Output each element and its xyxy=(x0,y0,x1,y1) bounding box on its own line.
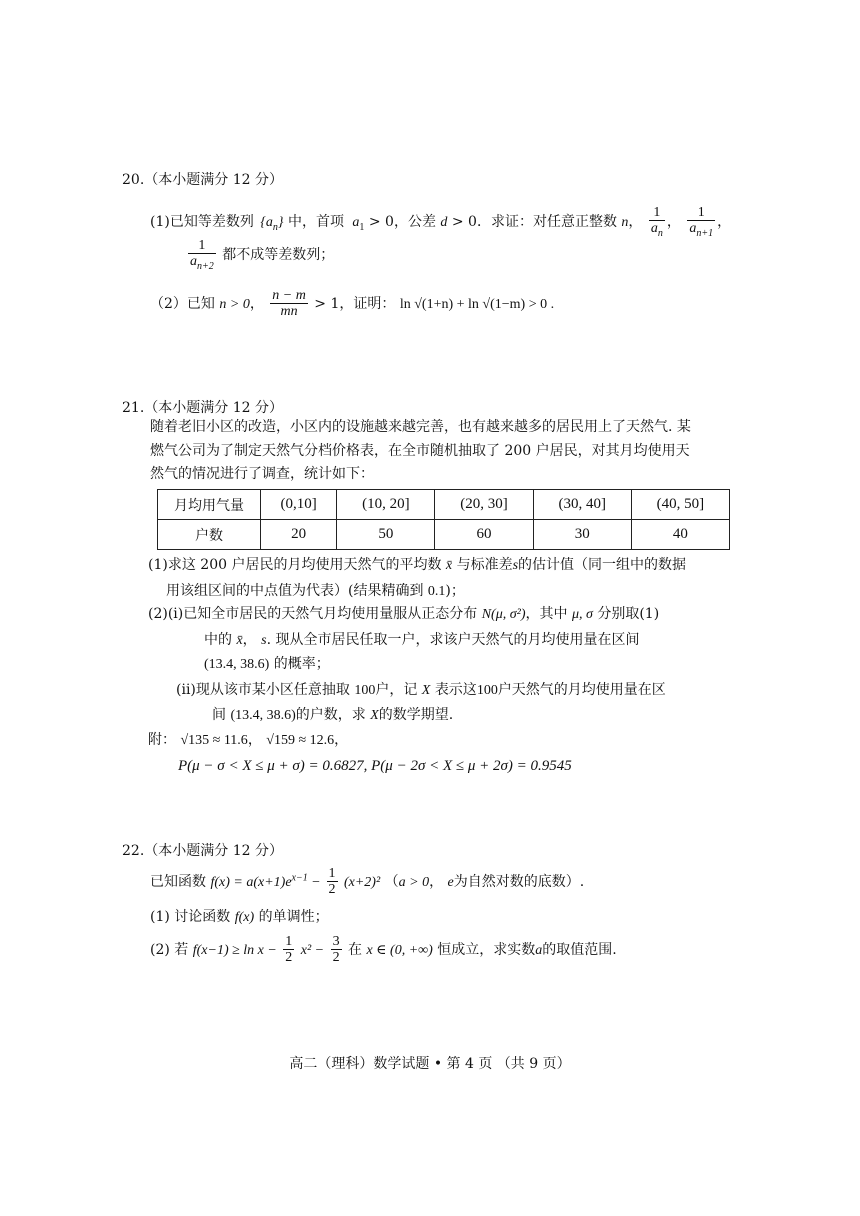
q20-part1-line2: $\frac{1}{a_{n+2}}$ 都不成等差数列； xyxy=(190,238,335,273)
q21-intro-1: 随着老旧小区的改造，小区内的设施越来越完善，也有越来越多的居民用上了天然气. 某 xyxy=(150,419,691,435)
q21-part2i-line1: (2)(ⅰ)已知全市居民的天然气月均使用量服从正态分布 N(μ, σ²)，其中 μ, σ 分别取(1) xyxy=(148,606,660,622)
interval-cell: (20, 30] xyxy=(435,490,533,520)
row-label: 户数 xyxy=(158,520,261,550)
table-row xyxy=(158,490,730,520)
q21-header: 21.（本小题满分 12 分） xyxy=(122,400,283,416)
frac-one-half: $\frac{1}{2}$ xyxy=(285,934,293,966)
table-row xyxy=(158,520,730,550)
q22-header: 22.（本小题满分 12 分） xyxy=(122,843,283,859)
frac-1-over-an2: $\frac{1}{a_{n+2}}$ xyxy=(190,238,214,273)
gas-usage-table xyxy=(157,489,730,550)
q22-definition: 已知函数 $f(x) = a(x+1)e^{x-1}$ − $\frac{1}{2}$ (x+2)² （a > 0， e为自然对数的底数）. xyxy=(150,866,585,898)
count-cell: 60 xyxy=(435,520,533,550)
row-label: 月均用气量 xyxy=(158,490,261,520)
interval-cell: (10, 20] xyxy=(337,490,435,520)
q21-part2i-line3: (13.4, 38.6) 的概率； xyxy=(204,656,330,672)
q22-part2: (2) 若 f(x−1) ≥ ln x − $\frac{1}{2}$ x² − $\frac{3}{2}$ 在 x ∈ (0, +∞) 恒成立，求实数a的取值范围. xyxy=(150,934,617,966)
frac-1-over-an1: $\frac{1}{a_{n+1}}$ xyxy=(689,205,714,240)
q21-note-line1: 附： √135 ≈ 11.6， √159 ≈ 12.6， xyxy=(148,732,349,748)
q21-intro-3: 然气的情况进行了调查，统计如下： xyxy=(150,466,374,482)
page-footer: 高二（理科）数学试题 • 第 4 页 （共 9 页） xyxy=(289,1056,571,1072)
q21-note-line2: P(μ − σ < X ≤ μ + σ) = 0.6827, P(μ − 2σ < X ≤ μ + 2σ) = 0.9545 xyxy=(178,758,572,774)
q20-part2: （2）已知 n > 0， $\frac{n - m}{mn}$ > 1，证明： ln √(1+n) + ln √(1−m) > 0 . xyxy=(150,288,555,320)
count-cell: 30 xyxy=(533,520,631,550)
q22-part1: (1) 讨论函数 f(x) 的单调性； xyxy=(150,909,329,925)
interval-cell: (30, 40] xyxy=(533,490,631,520)
interval-cell: (40, 50] xyxy=(631,490,729,520)
count-cell: 50 xyxy=(337,520,435,550)
q21-part1-line1: (1)求这 200 户居民的月均使用天然气的平均数 x̄ 与标准差s的估计值（同一组中的数据 xyxy=(148,557,687,573)
frac-one-half: $\frac{1}{2}$ xyxy=(328,866,336,898)
count-cell: 40 xyxy=(631,520,729,550)
q21-part1-line2: 用该组区间的中点值为代表）(结果精确到 0.1)； xyxy=(166,583,465,599)
frac-1-over-an: $\frac{1}{a_n}$ xyxy=(650,205,663,240)
q20-header: 20.（本小题满分 12 分） xyxy=(122,172,283,188)
interval-cell: (0,10] xyxy=(261,490,337,520)
q21-part2i-line2: 中的 x̄， s. 现从全市居民任取一户，求该户天然气的月均使用量在区间 xyxy=(204,632,640,648)
q21-part2ii-line2: 间 (13.4, 38.6)的户数，求 X的数学期望. xyxy=(212,707,454,723)
q20-part1-line1: (1)已知等差数列 $\{a_n\}$ 中，首项 $a_1 > 0$，公差 d > 0．求证：对任意正整数 n， $\frac{1}{a_n}$ ， $\frac{1}{a_{n+1}}$ ， xyxy=(150,205,732,240)
frac-n-minus-m-over-mn: $\frac{n - m}{mn}$ xyxy=(272,288,306,320)
count-cell: 20 xyxy=(261,520,337,550)
frac-three-halves: $\frac{3}{2}$ xyxy=(332,934,340,966)
q21-intro-2: 燃气公司为了制定天然气分档价格表，在全市随机抽取了 200 户居民，对其月均使用天 xyxy=(150,443,690,459)
q21-part2ii-line1: (ⅱ)现从该市某小区任意抽取 100户，记 X 表示这100户天然气的月均使用量在区 xyxy=(176,682,666,698)
